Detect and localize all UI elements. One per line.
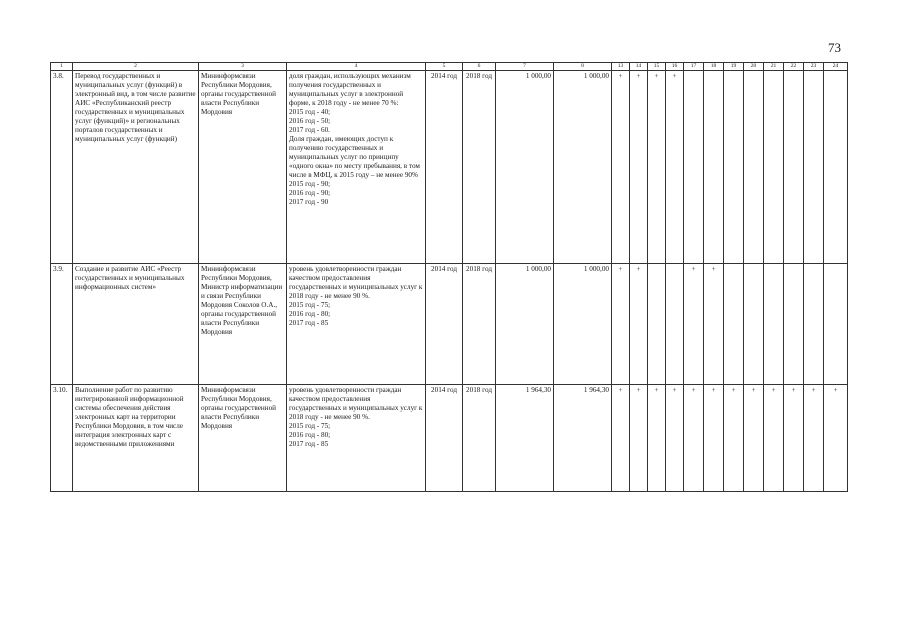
quarter-mark [824,264,848,385]
quarter-mark [804,71,824,264]
quarter-mark: + [704,385,724,492]
start-year-text: 2014 год [431,72,457,80]
activity-name-text: Выполнение работ по развитию интегрированной информационной системы обеспечения действия электронных карт на территории Республики Мордовия, в том числе интеграция электронных карт с ведомственными приложениями [75,386,184,448]
indicator-text: уровень удовлетворенности граждан качеством предоставления государственных и муниципальных услуг к 2018 году - не менее 90 %. 2015 год - 75; 2016 год - 80; 2017 год - 85 [289,265,423,327]
column-number: 24 [824,63,848,71]
funding-total [496,385,554,492]
quarter-mark: + [684,264,704,385]
column-number: 8 [554,63,612,71]
column-number: 21 [764,63,784,71]
funding-value [554,264,612,385]
column-number: 22 [784,63,804,71]
funding-value-text: 1 000,00 [583,72,609,80]
quarter-mark: + [824,385,848,492]
quarter-mark: + [612,264,630,385]
quarter-mark: + [630,264,648,385]
quarter-mark [666,264,684,385]
column-number: 7 [496,63,554,71]
table-row [51,385,848,492]
end-year-text: 2018 год [466,72,492,80]
column-number: 14 [630,63,648,71]
quarter-mark [764,264,784,385]
funding-value [554,71,612,264]
quarter-mark [744,264,764,385]
row-number-text: 3.10. [53,386,68,394]
end-year [463,71,496,264]
quarter-mark: + [612,71,630,264]
column-number: 13 [612,63,630,71]
activity-name [73,385,199,492]
funding-value [554,385,612,492]
quarter-mark: + [666,71,684,264]
executor-text: Мининформсвязи Республики Мордовия, органы государственной власти Республики Мордовия [201,386,277,430]
quarter-mark: + [724,385,744,492]
column-number: 17 [684,63,704,71]
funding-value-text: 1 000,00 [583,265,609,273]
column-number: 3 [199,63,287,71]
quarter-mark [704,71,724,264]
quarter-mark [824,71,848,264]
quarter-mark: + [744,385,764,492]
start-year [426,71,463,264]
executor [199,71,287,264]
quarter-mark [724,264,744,385]
end-year [463,264,496,385]
start-year [426,264,463,385]
column-number: 5 [426,63,463,71]
quarter-mark: + [648,71,666,264]
quarter-mark [784,264,804,385]
quarter-mark [804,264,824,385]
start-year-text: 2014 год [431,386,457,394]
end-year-text: 2018 год [466,386,492,394]
column-number: 1 [51,63,73,71]
start-year [426,385,463,492]
start-year-text: 2014 год [431,265,457,273]
indicator-text: уровень удовлетворенности граждан качеством предоставления государственных и муниципальных услуг к 2018 году - не менее 90 %. 2015 год - 75; 2016 год - 80; 2017 год - 85 [289,386,423,448]
quarter-mark: + [648,385,666,492]
indicator [287,71,426,264]
indicator [287,264,426,385]
indicator-text: доля граждан, использующих механизм получения государственных и муниципальных услуг в электронной форме, к 2018 году - не менее 70 %: 2015 год - 40; 2016 год - 50; 2017 год - 60. Доля граждан, имеющих доступ к получению государственных и муниципальных услуг по принципу «одного окна» по месту пребывания, в том числе в МФЦ, к 2015 году – не менее 90% 2015 год - 90; 2016 год - 90; 2017 год - 90 [289,72,420,206]
quarter-mark: + [666,385,684,492]
quarter-mark [744,71,764,264]
column-number: 6 [463,63,496,71]
quarter-mark: + [612,385,630,492]
activity-name [73,71,199,264]
column-number: 2 [73,63,199,71]
column-number: 18 [704,63,724,71]
quarter-mark: + [630,385,648,492]
column-number: 15 [648,63,666,71]
program-table [50,62,848,492]
quarter-mark: + [784,385,804,492]
executor [199,385,287,492]
activity-name-text: Перевод государственных и муниципальных услуг (функций) в электронный вид, в том числе развитие АИС «Республиканский реестр государственных и муниципальных услуг (функций)» и региональных порталов государственных и муниципальных услуг (функций) [75,72,196,143]
row-number-text: 3.8. [53,72,64,80]
indicator [287,385,426,492]
table-row [51,264,848,385]
column-number: 4 [287,63,426,71]
column-number: 23 [804,63,824,71]
row-number [51,71,73,264]
quarter-mark: + [764,385,784,492]
page-number: 73 [828,40,841,55]
funding-total-text: 1 000,00 [525,265,551,273]
column-number: 16 [666,63,684,71]
column-number: 20 [744,63,764,71]
row-number [51,264,73,385]
table-row [51,71,848,264]
row-number [51,385,73,492]
quarter-mark [684,71,704,264]
executor [199,264,287,385]
quarter-mark: + [684,385,704,492]
executor-text: Мининформсвязи Республики Мордовия, органы государственной власти Республики Мордовия [201,72,277,116]
executor-text: Мининформсвязи Республики Мордовия, Министр информатизации и связи Республики Мордовия Соколов О.А., органы государственной власти Республики Мордовия [201,265,283,336]
funding-total [496,264,554,385]
quarter-mark: + [704,264,724,385]
header-row [51,63,848,71]
column-number: 19 [724,63,744,71]
quarter-mark [648,264,666,385]
end-year [463,385,496,492]
row-number-text: 3.9. [53,265,64,273]
quarter-mark: + [804,385,824,492]
quarter-mark [764,71,784,264]
quarter-mark: + [630,71,648,264]
quarter-mark [724,71,744,264]
activity-name-text: Создание и развитие АИС «Реестр государственных и муниципальных информационных систем» [75,265,185,291]
funding-value-text: 1 964,30 [583,386,609,394]
activity-name [73,264,199,385]
funding-total-text: 1 964,30 [525,386,551,394]
funding-total [496,71,554,264]
end-year-text: 2018 год [466,265,492,273]
quarter-mark [784,71,804,264]
funding-total-text: 1 000,00 [525,72,551,80]
